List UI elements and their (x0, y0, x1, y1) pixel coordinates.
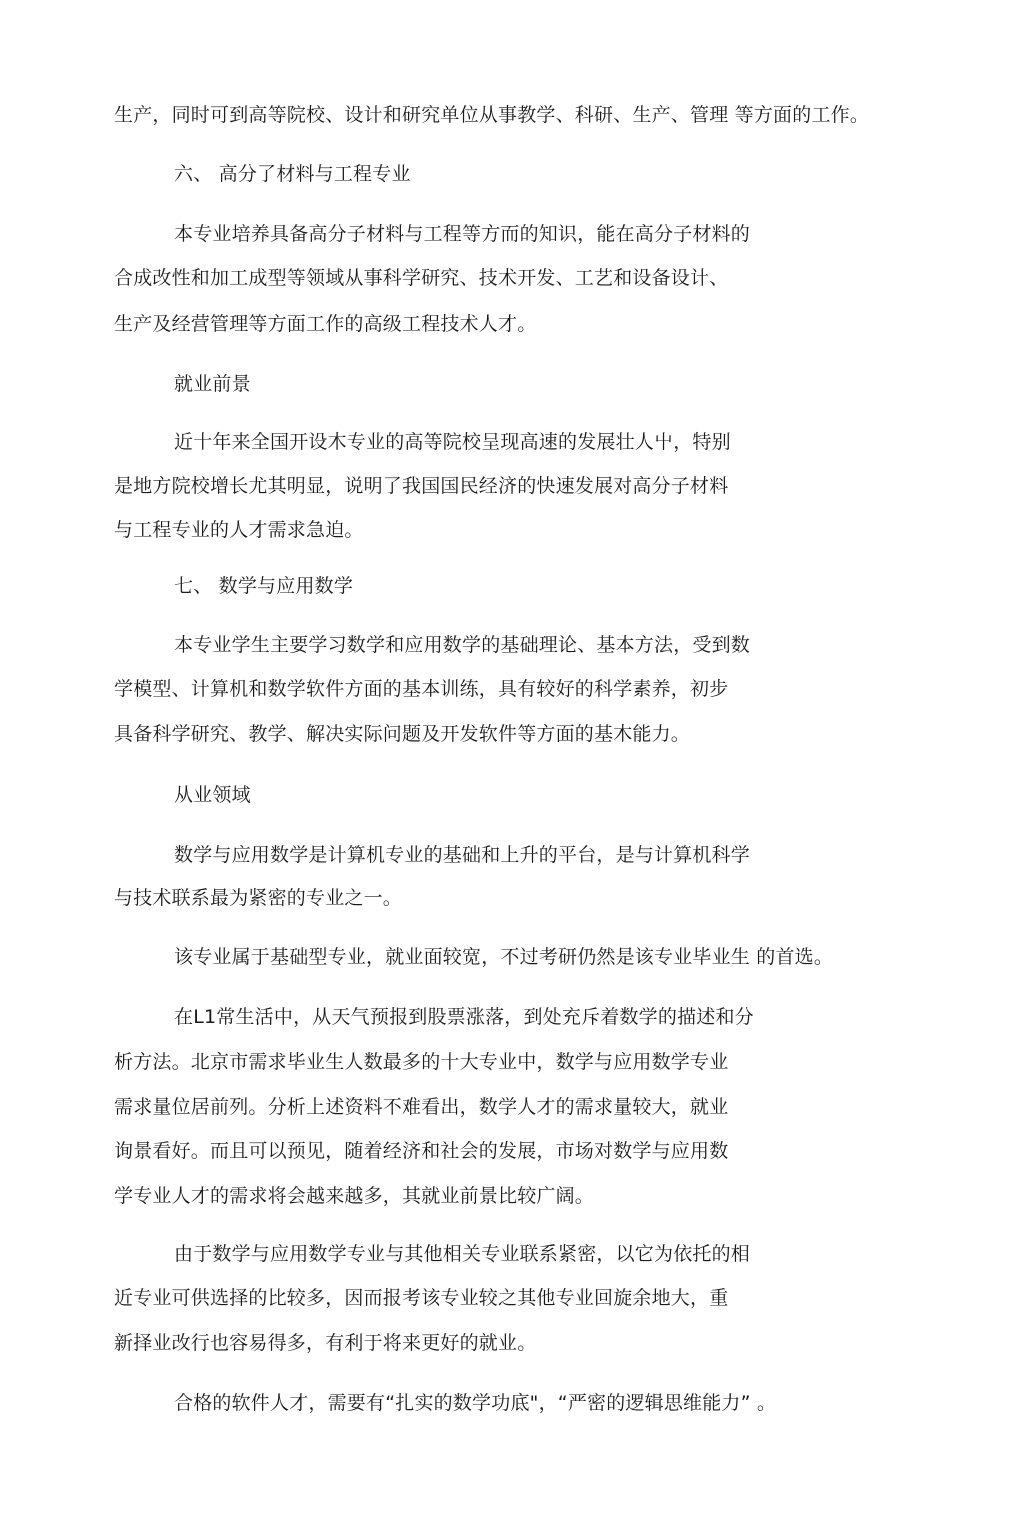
text-line: 该专业属于基础型专业，就业面较宽，不过考研仍然是该专业毕业生 的首选。 (174, 946, 834, 968)
text-line: 数学与应用数学是计算机专业的基础和上升的平台，是与计算机科学 (174, 844, 751, 866)
text-line: 需求量位居前列。分析上述资料不难看出，数学人才的需求量较大，就业 (114, 1096, 729, 1118)
text-line: 是地方院校增长尤其明显，说明了我国国民经济的快速发展对高分子材料 (114, 475, 729, 497)
text-line: 学模型、计算机和数学软件方面的基本训练，具有较好的科学素养，初步 (114, 678, 729, 700)
text-line: 新择业改行也容易得多，有利于将来更好的就业。 (114, 1332, 537, 1354)
section-heading: 七、 数学与应用数学 (174, 575, 354, 597)
text-line: 询景看好。而且可以预见，随着经济和社会的发展，市场对数学与应用数 (114, 1140, 729, 1162)
text-line: 在L1常生活中，从天气预报到股票涨落，到处充斥着数学的描述和分 (174, 1006, 754, 1028)
text-line: 生产，同时可到高等院校、设计和研究单位从事教学、科研、生产、管理 等方面的工作。 (114, 104, 870, 126)
text-line: 学专业人才的需求将会越来越多，其就业前景比较广阔。 (114, 1185, 595, 1207)
subheading: 从业领域 (174, 784, 251, 806)
text-line: 本专业培养具备高分子材料与工程等方而的知识，能在高分子材料的 (174, 223, 751, 245)
text-line: 由于数学与应用数学专业与其他相关专业联系紧密，以它为依托的相 (174, 1243, 751, 1265)
text-line: 与工程专业的人才需求急迫。 (114, 519, 364, 541)
subheading: 就业前景 (174, 373, 251, 395)
text-line: 与技术联系最为紧密的专业之一。 (114, 887, 403, 909)
text-line: 本专业学生主要学习数学和应用数学的基础理论、基本方法，受到数 (174, 634, 751, 656)
text-line: 具备科学研究、教学、解决实际问题及开发软件等方面的基木能力。 (114, 723, 691, 745)
text-line: 近十年来全国开设木专业的高等院校呈现高速的发展壮人屮，特别 (174, 431, 731, 453)
text-line: 合格的软件人才，需要有“扎实的数学功底"，“严密的逻辑思维能力” 。 (174, 1392, 777, 1414)
text-line: 析方法。北京市需求毕业生人数最多的十大专业中，数学与应用数学专业 (114, 1051, 729, 1073)
section-heading: 六、 高分了材料与工程专业 (174, 163, 411, 185)
text-line: 生产及经营管理等方面工作的高级工程技术人才。 (114, 313, 537, 335)
text-line: 合成改性和加工成型等领域从事科学研究、技术开发、工艺和设备设计、 (114, 267, 729, 289)
text-line: 近专业可供选择的比较多，因而报考该专业较之其他专业回旋余地大，重 (114, 1287, 729, 1309)
